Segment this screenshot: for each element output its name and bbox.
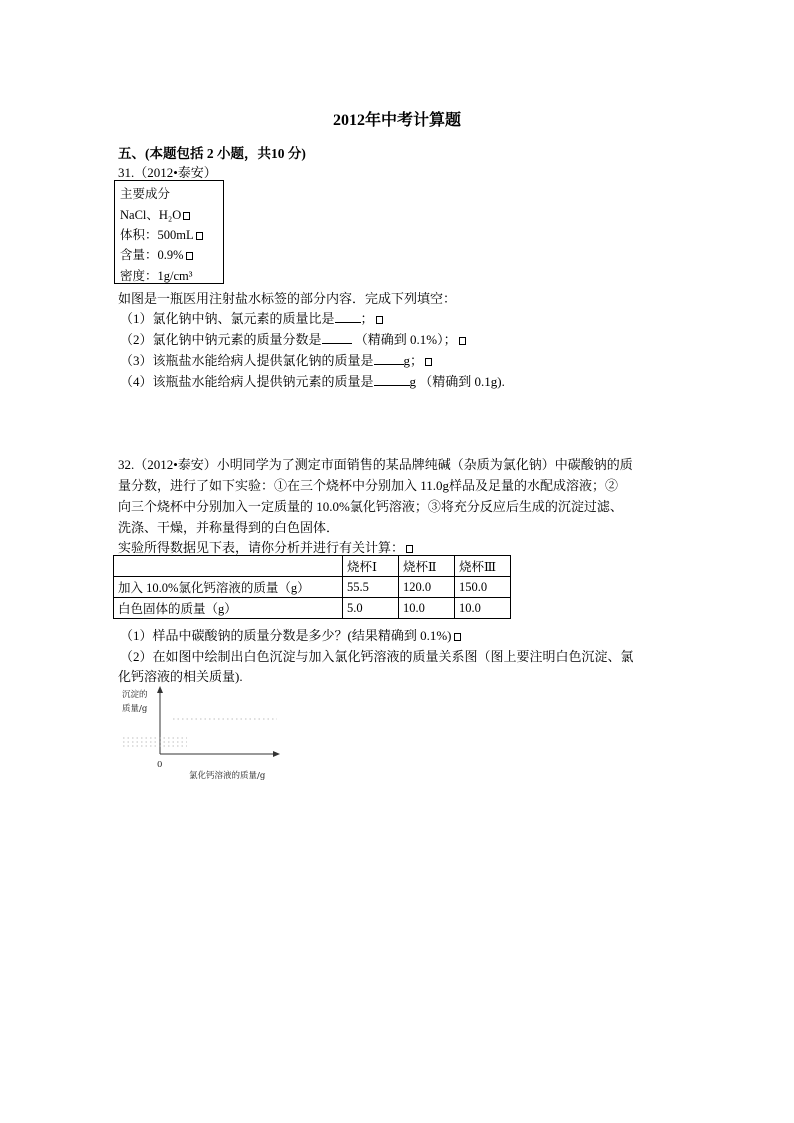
- table-header-cell: 烧杯Ⅲ: [455, 556, 511, 577]
- placeholder-box-icon: [196, 232, 203, 240]
- y-axis-label-line1: 沉淀的: [122, 690, 148, 700]
- table-cell: 10.0: [455, 598, 511, 619]
- q32-text-line-row: [118, 537, 413, 556]
- q32-text-line: 量分数，进行了如下实验：①在三个烧杯中分别加入 11.0g样品及足量的水配成溶液；②: [118, 478, 619, 493]
- label-line-row: [120, 205, 190, 223]
- q32-text-line: 向三个烧杯中分别加入一定质量的 10.0%氯化钙溶液；③将充分反应后生成的沉淀过滤、: [118, 499, 623, 514]
- q31-item-2: [120, 329, 466, 348]
- placeholder-box-icon: [459, 337, 466, 345]
- label-line-row: [120, 225, 203, 243]
- table-cell: 白色固体的质量（g）: [114, 598, 343, 619]
- x-axis-arrow-icon: [273, 751, 280, 757]
- label-line: 含量：0.9%: [120, 248, 184, 262]
- item-text: （精确到 0.1%）；: [354, 332, 457, 347]
- q31-intro: 如图是一瓶医用注射盐水标签的部分内容．完成下列填空：: [118, 291, 457, 306]
- q32-sub1: （1）样品中碳酸钠的质量分数是多少？(结果精确到 0.1%): [120, 628, 452, 643]
- answer-graph[interactable]: [115, 684, 305, 789]
- item-text: （4）该瓶盐水能给病人提供钠元素的质量是: [120, 374, 374, 389]
- table-header-cell: 烧杯Ⅱ: [399, 556, 455, 577]
- table-row: [114, 577, 511, 598]
- placeholder-box-icon: [454, 633, 461, 641]
- item-text: ；: [360, 311, 374, 326]
- origin-label: 0: [157, 760, 163, 770]
- q32-sub1-row: [120, 625, 461, 644]
- placeholder-box-icon: [406, 545, 413, 553]
- answer-blank[interactable]: [322, 343, 352, 344]
- y-axis-arrow-icon: [157, 686, 163, 693]
- table-cell: 10.0: [399, 598, 455, 619]
- q32-text-line: 32.（2012•泰安）小明同学为了测定市面销售的某品牌纯碱（杂质为氯化钠）中碳酸钠的质: [118, 457, 633, 472]
- placeholder-box-icon: [186, 252, 193, 260]
- q32-text-line: 实验所得数据见下表，请你分析并进行有关计算：: [118, 540, 405, 555]
- saline-label-box: [114, 180, 224, 284]
- answer-blank[interactable]: [335, 322, 361, 323]
- q31-number: 31.（2012•泰安）: [118, 165, 217, 180]
- answer-blank[interactable]: [374, 364, 404, 365]
- label-line: 主要成分: [120, 187, 171, 201]
- q32-sub2-line: 化钙溶液的相关质量).: [118, 669, 243, 684]
- answer-blank[interactable]: [374, 385, 410, 386]
- placeholder-box-icon: [183, 212, 190, 220]
- table-cell: 150.0: [455, 577, 511, 598]
- placeholder-box-icon: [425, 358, 432, 366]
- table-header-cell: 烧杯Ⅰ: [343, 556, 399, 577]
- y-axis-label-line2: 质量/g: [122, 704, 148, 714]
- table-cell: 5.0: [343, 598, 399, 619]
- table-header-row: [114, 556, 511, 577]
- q31-item-3: [120, 350, 432, 369]
- label-line: NaCl、H₂O: [120, 208, 182, 222]
- section-heading: 五、(本题包括 2 小题，共10 分): [118, 146, 306, 161]
- table-row: [114, 598, 511, 619]
- x-axis-label: 氯化钙溶液的质量/g: [189, 771, 266, 781]
- q32-text-line: 洗涤、干燥，并称量得到的白色固体．: [118, 520, 340, 535]
- q32-sub2-line: （2）在如图中绘制出白色沉淀与加入氯化钙溶液的质量关系图（图上要注明白色沉淀、氯: [120, 649, 634, 664]
- table-cell: 55.5: [343, 577, 399, 598]
- table-header-cell: [114, 556, 343, 577]
- item-text: g；: [403, 353, 424, 368]
- table-cell: 120.0: [399, 577, 455, 598]
- q31-item-1: [120, 308, 383, 327]
- page-title: 2012年中考计算题: [332, 112, 461, 129]
- label-line: 体积：500mL: [120, 228, 194, 242]
- label-line: 密度：1g/cm³: [120, 269, 193, 283]
- item-text: （2）氯化钠中钠元素的质量分数是: [120, 332, 322, 347]
- item-text: （1）氯化钠中钠、氯元素的质量比是: [120, 311, 335, 326]
- item-text: g （精确到 0.1g).: [409, 374, 505, 389]
- label-line-row: [120, 245, 193, 263]
- q31-item-4: [120, 371, 505, 390]
- data-table: [113, 555, 511, 619]
- table-cell: 加入 10.0%氯化钙溶液的质量（g）: [114, 577, 343, 598]
- item-text: （3）该瓶盐水能给病人提供氯化钠的质量是: [120, 353, 374, 368]
- placeholder-box-icon: [376, 316, 383, 324]
